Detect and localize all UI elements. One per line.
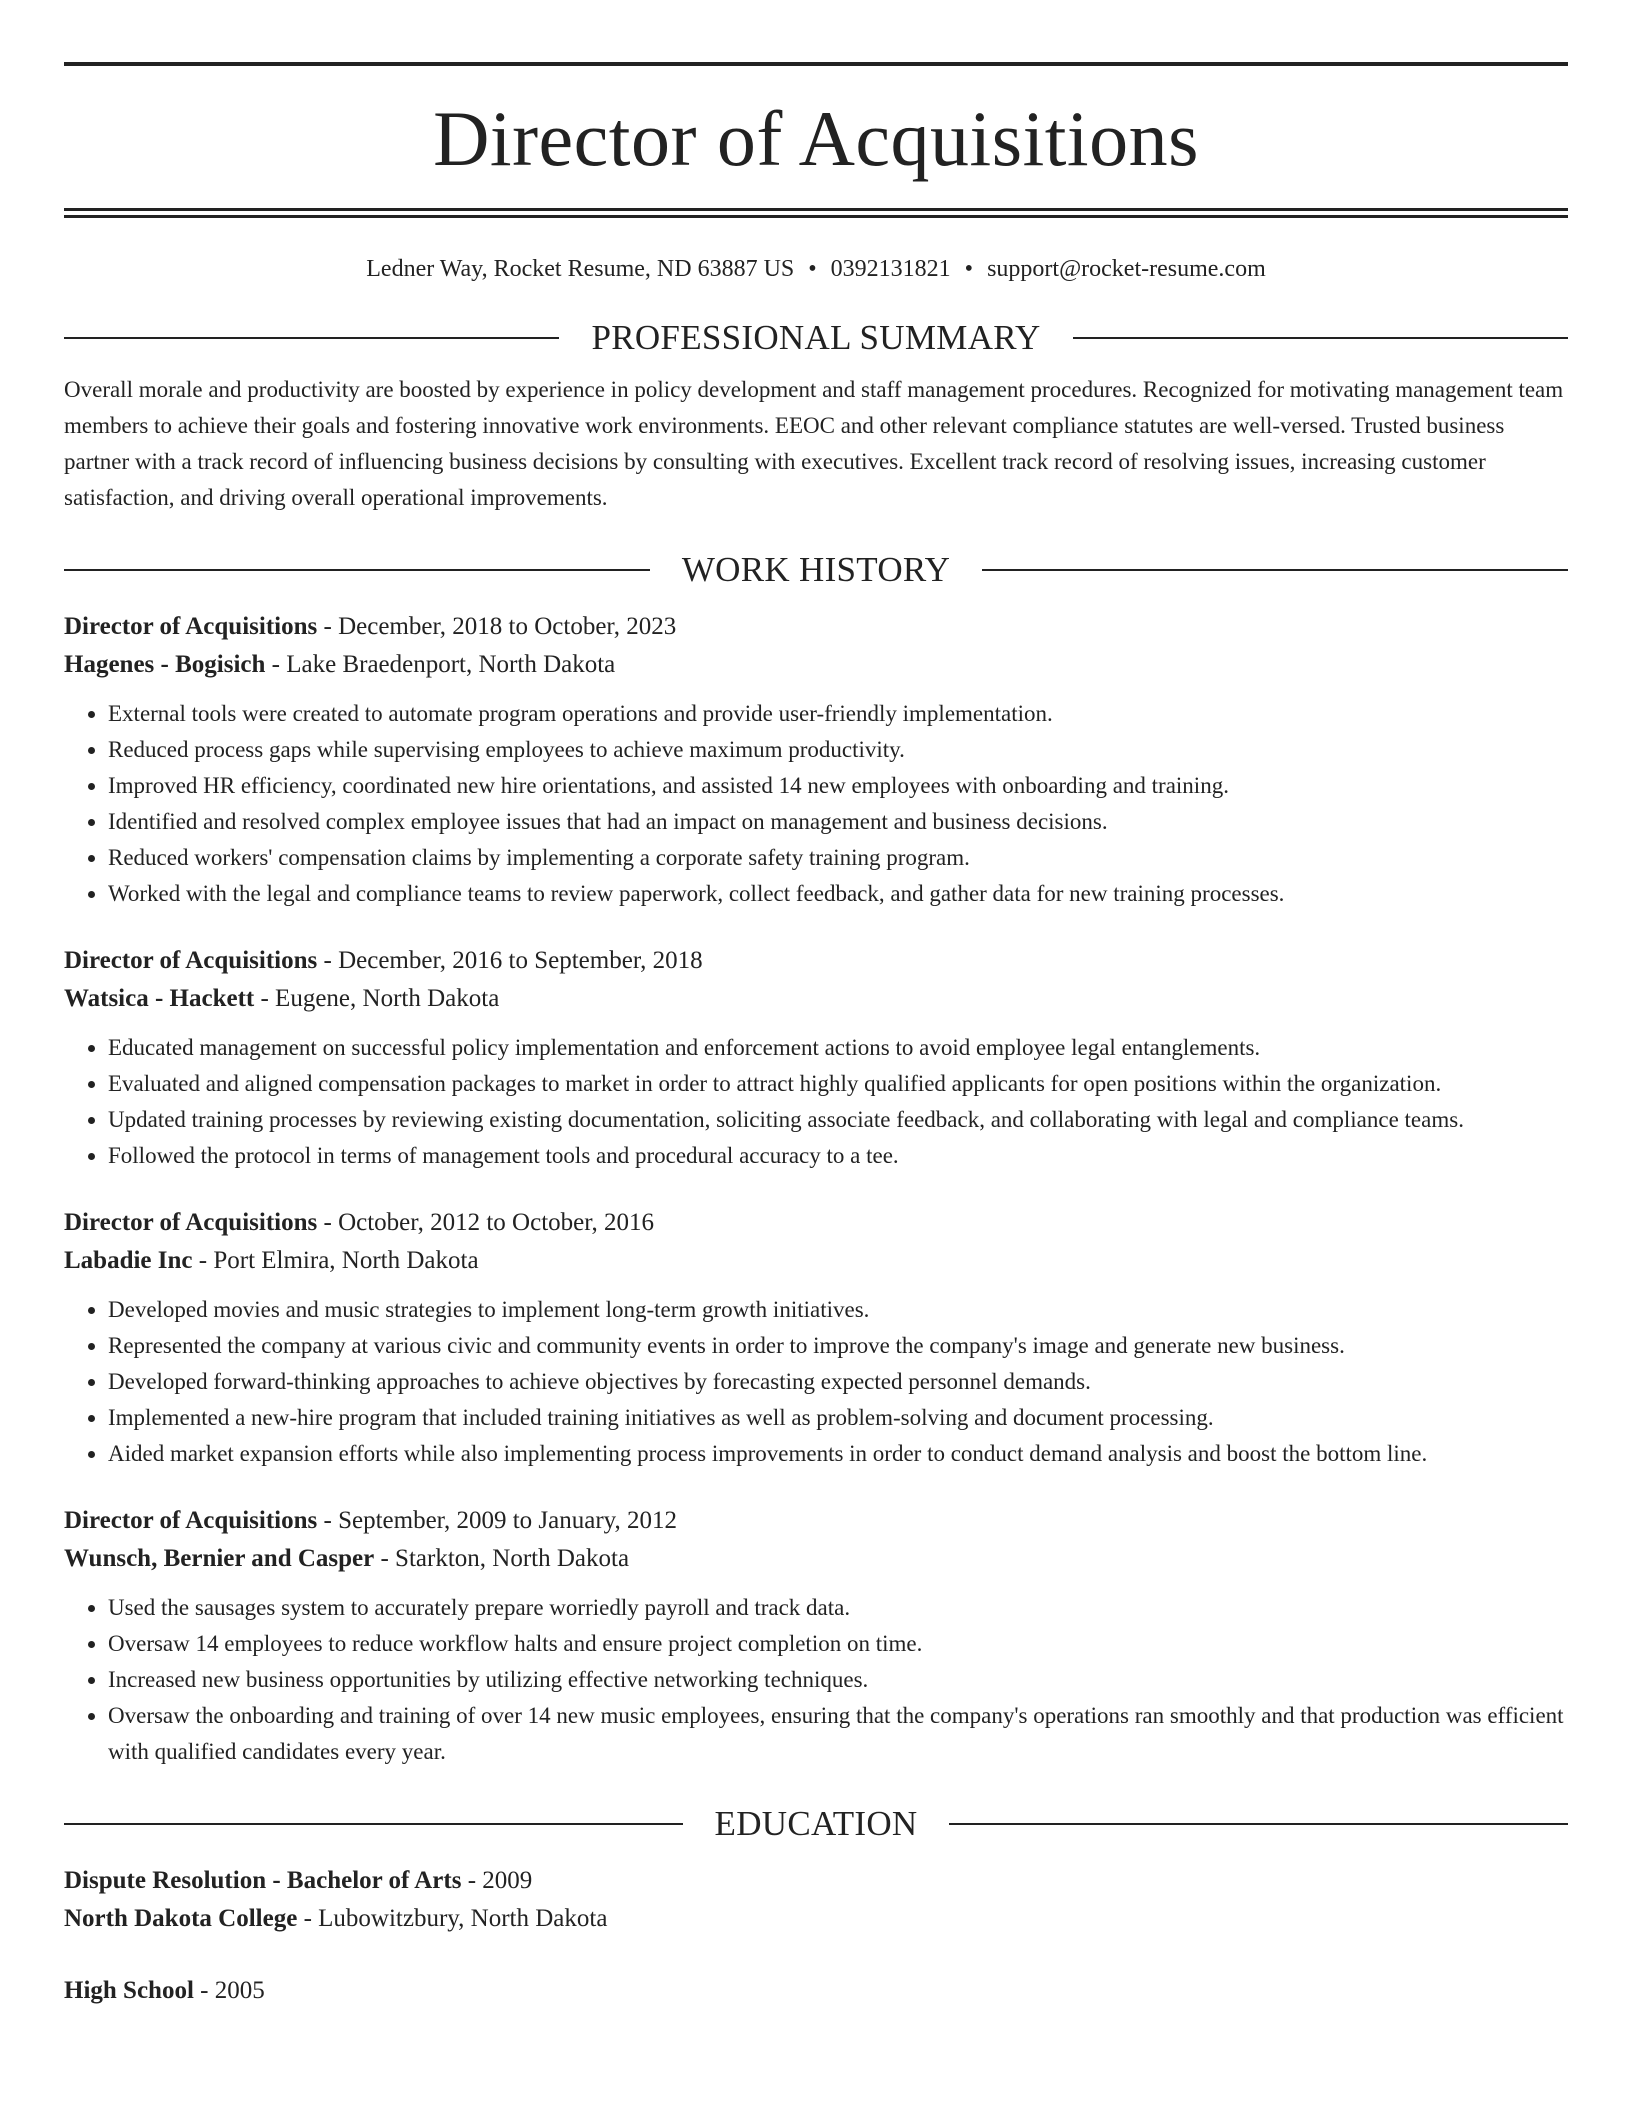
list-item: • Developed movies and music strategies to implement long-term growth initiatives. <box>108 1292 1568 1328</box>
list-item: • Developed forward-thinking approaches to achieve objectives by forecasting expected personnel demands. <box>108 1364 1568 1400</box>
list-item: • Improved HR efficiency, coordinated new hire orientations, and assisted 14 new employees with onboarding and training. <box>108 768 1568 804</box>
list-item: • Implemented a new-hire program that included training initiatives as well as problem-solving and document processing. <box>108 1400 1568 1436</box>
section-header-education <box>64 1804 1568 1844</box>
job-bullets <box>64 696 1568 912</box>
list-item: • Reduced process gaps while supervising employees to achieve maximum productivity. <box>108 732 1568 768</box>
contact-separator: • <box>808 256 817 282</box>
list-item: • External tools were created to automate program operations and provide user-friendly implementation. <box>108 696 1568 732</box>
section-header-summary <box>64 318 1568 358</box>
divider <box>949 1823 1568 1825</box>
education-degree: Dispute Resolution - Bachelor of Arts <box>64 1867 462 1894</box>
contact-email: support@rocket-resume.com <box>987 256 1266 282</box>
list-item: • Used the sausages system to accurately prepare worriedly payroll and track data. <box>108 1590 1568 1626</box>
job-title: Director of Acquisitions <box>64 1209 318 1236</box>
job-title: Director of Acquisitions <box>64 1507 318 1534</box>
education-degree: High School <box>64 1977 194 2004</box>
job-dates: - October, 2012 to October, 2016 <box>317 1209 655 1236</box>
title-double-rule <box>64 208 1568 218</box>
job-company: Wunsch, Bernier and Casper <box>64 1545 375 1572</box>
education-school: North Dakota College <box>64 1905 298 1932</box>
divider <box>1073 337 1568 339</box>
divider <box>64 337 559 339</box>
job-location: - Lake Braedenport, North Dakota <box>265 651 616 678</box>
job-dates: - September, 2009 to January, 2012 <box>317 1507 678 1534</box>
section-title-work-history: WORK HISTORY <box>681 550 951 589</box>
list-item: • Represented the company at various civic and community events in order to improve the company's image and generate new business. <box>108 1328 1568 1364</box>
job-entry <box>64 608 1568 912</box>
page-title: Director of Acquisitions <box>433 95 1199 182</box>
job-entry <box>64 1502 1568 1770</box>
education-location: - Lubowitzbury, North Dakota <box>297 1905 608 1932</box>
contact-separator: • <box>964 256 974 282</box>
job-location: - Starkton, North Dakota <box>374 1545 630 1572</box>
list-item: • Aided market expansion efforts while also implementing process improvements in order to conduct demand analysis and boost the bottom line. <box>108 1436 1568 1472</box>
job-location: - Eugene, North Dakota <box>254 985 500 1012</box>
job-title: Director of Acquisitions <box>64 947 318 974</box>
list-item: • Updated training processes by reviewing existing documentation, soliciting associate feedback, and collaborating with legal and compliance teams. <box>108 1102 1568 1138</box>
contact-line <box>64 254 1568 284</box>
list-item: • Oversaw 14 employees to reduce workflow halts and ensure project completion on time. <box>108 1626 1568 1662</box>
summary-text: Overall morale and productivity are boosted by experience in policy development and staff management procedures. Recognized for motivating management team members to achieve their goals and fostering innovative work environments. EEOC and other relevant compliance statutes are well-versed. Trusted business partner with a track record of influencing business decisions by consulting with executives. Excellent track record of resolving issues, increasing customer satisfaction, and driving overall operational improvements. <box>64 377 1564 510</box>
job-title: Director of Acquisitions <box>64 613 318 640</box>
job-location: - Port Elmira, North Dakota <box>192 1247 479 1274</box>
list-item: • Reduced workers' compensation claims by implementing a corporate safety training program. <box>108 840 1568 876</box>
job-bullets <box>64 1030 1568 1174</box>
list-item: • Educated management on successful policy implementation and enforcement actions to avoid employee legal entanglements. <box>108 1030 1568 1066</box>
job-company: Hagenes - Bogisich <box>64 651 266 678</box>
list-item: • Worked with the legal and compliance teams to review paperwork, collect feedback, and gather data for new training processes. <box>108 876 1568 912</box>
divider <box>64 569 650 571</box>
education-entry <box>64 1862 1568 1938</box>
job-entry <box>64 1204 1568 1472</box>
section-header-work-history <box>64 550 1568 590</box>
section-title-summary: PROFESSIONAL SUMMARY <box>591 318 1041 357</box>
job-dates: - December, 2018 to October, 2023 <box>317 613 677 640</box>
contact-phone: 0392131821 <box>830 256 951 282</box>
job-bullets <box>64 1292 1568 1472</box>
job-company: Labadie Inc <box>64 1247 193 1274</box>
job-bullets <box>64 1590 1568 1770</box>
job-dates: - December, 2016 to September, 2018 <box>317 947 703 974</box>
list-item: • Followed the protocol in terms of management tools and procedural accuracy to a tee. <box>108 1138 1568 1174</box>
list-item: • Identified and resolved complex employee issues that had an impact on management and business decisions. <box>108 804 1568 840</box>
list-item: • Evaluated and aligned compensation packages to market in order to attract highly qualified applicants for open positions within the organization. <box>108 1066 1568 1102</box>
list-item: • Increased new business opportunities by utilizing effective networking techniques. <box>108 1662 1568 1698</box>
job-entry <box>64 942 1568 1174</box>
divider <box>64 1823 683 1825</box>
section-title-education: EDUCATION <box>714 1804 918 1843</box>
education-year: - 2009 <box>461 1867 533 1894</box>
divider <box>982 569 1568 571</box>
list-item: • Oversaw the onboarding and training of over 14 new music employees, ensuring that the company's operations ran smoothly and that production was efficient with qualified candidates every year. <box>108 1698 1568 1770</box>
job-company: Watsica - Hackett <box>64 985 255 1012</box>
education-year: - 2005 <box>193 1977 265 2004</box>
contact-address: Ledner Way, Rocket Resume, ND 63887 US <box>366 256 795 282</box>
education-entry <box>64 1972 1568 2010</box>
